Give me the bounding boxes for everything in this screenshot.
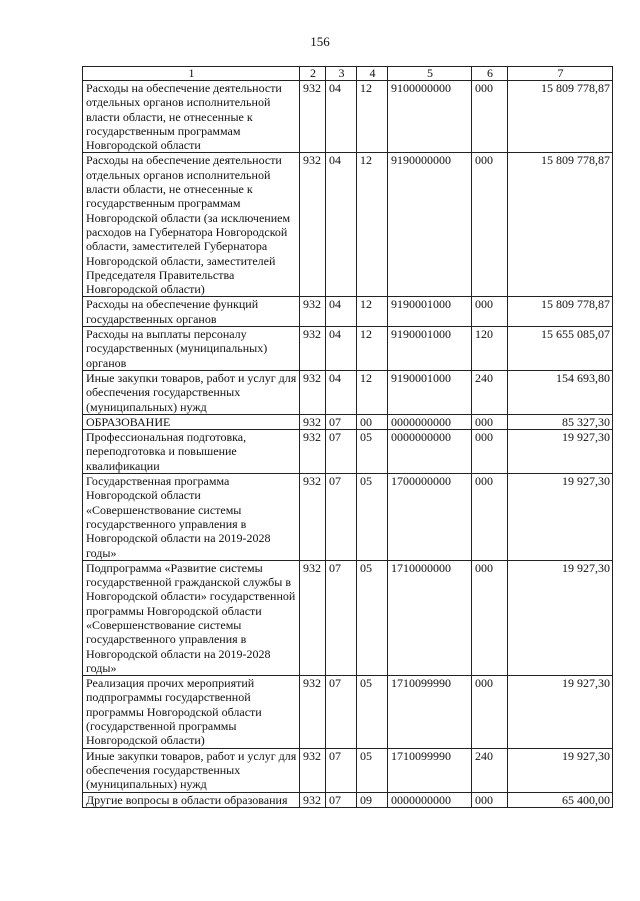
cell-expense-type: 000 xyxy=(472,792,508,807)
table-header-row xyxy=(83,67,613,81)
cell-amount: 85 327,30 xyxy=(508,414,613,429)
cell-name: Другие вопросы в области образования xyxy=(83,792,300,807)
cell-section: 04 xyxy=(326,153,357,297)
table-row xyxy=(83,81,613,153)
cell-department: 932 xyxy=(300,748,326,792)
cell-name: Расходы на обеспечение функций государственных органов xyxy=(83,297,300,327)
table-row xyxy=(83,327,613,371)
table-row xyxy=(83,370,613,414)
cell-amount: 15 655 085,07 xyxy=(508,327,613,371)
page-number: 156 xyxy=(310,34,330,49)
cell-expense-type: 000 xyxy=(472,676,508,748)
cell-name: Расходы на выплаты персоналу государственных (муниципальных) органов xyxy=(83,327,300,371)
cell-subsection: 05 xyxy=(357,430,388,474)
cell-department: 932 xyxy=(300,414,326,429)
table-row xyxy=(83,676,613,748)
table-row xyxy=(83,153,613,297)
cell-section: 07 xyxy=(326,474,357,561)
cell-amount: 19 927,30 xyxy=(508,430,613,474)
table-row xyxy=(83,474,613,561)
cell-subsection: 00 xyxy=(357,414,388,429)
cell-name: Государственная программа Новгородской области «Совершенствование системы государственного управления в Новгородской области на 2019-2028 годы» xyxy=(83,474,300,561)
cell-target-article: 9100000000 xyxy=(388,81,472,153)
cell-target-article: 1700000000 xyxy=(388,474,472,561)
cell-section: 07 xyxy=(326,414,357,429)
cell-name: Иные закупки товаров, работ и услуг для обеспечения государственных (муниципальных) нужд xyxy=(83,370,300,414)
cell-subsection: 12 xyxy=(357,327,388,371)
cell-name: ОБРАЗОВАНИЕ xyxy=(83,414,300,429)
cell-subsection: 05 xyxy=(357,676,388,748)
cell-target-article: 9190001000 xyxy=(388,297,472,327)
cell-amount: 19 927,30 xyxy=(508,474,613,561)
column-header: 1 xyxy=(83,67,300,81)
cell-expense-type: 000 xyxy=(472,560,508,675)
cell-expense-type: 000 xyxy=(472,81,508,153)
table-row xyxy=(83,792,613,807)
column-header: 7 xyxy=(508,67,613,81)
cell-amount: 15 809 778,87 xyxy=(508,81,613,153)
cell-expense-type: 000 xyxy=(472,297,508,327)
cell-department: 932 xyxy=(300,474,326,561)
table-row xyxy=(83,430,613,474)
cell-department: 932 xyxy=(300,81,326,153)
budget-table xyxy=(82,66,613,808)
table-row xyxy=(83,560,613,675)
cell-expense-type: 000 xyxy=(472,153,508,297)
table-row xyxy=(83,748,613,792)
cell-department: 932 xyxy=(300,430,326,474)
cell-department: 932 xyxy=(300,370,326,414)
cell-amount: 15 809 778,87 xyxy=(508,153,613,297)
column-header: 4 xyxy=(357,67,388,81)
table-body xyxy=(83,67,613,808)
cell-department: 932 xyxy=(300,676,326,748)
cell-expense-type: 000 xyxy=(472,414,508,429)
cell-subsection: 12 xyxy=(357,370,388,414)
cell-subsection: 05 xyxy=(357,474,388,561)
cell-department: 932 xyxy=(300,792,326,807)
cell-name: Реализация прочих мероприятий подпрограммы государственной программы Новгородской области (государственной программы Новгородской области) xyxy=(83,676,300,748)
cell-name: Профессиональная подготовка, переподготовка и повышение квалификации xyxy=(83,430,300,474)
cell-amount: 19 927,30 xyxy=(508,676,613,748)
cell-department: 932 xyxy=(300,327,326,371)
cell-section: 04 xyxy=(326,81,357,153)
cell-section: 07 xyxy=(326,676,357,748)
cell-section: 07 xyxy=(326,560,357,675)
cell-section: 04 xyxy=(326,327,357,371)
column-header: 3 xyxy=(326,67,357,81)
cell-target-article: 9190000000 xyxy=(388,153,472,297)
cell-target-article: 0000000000 xyxy=(388,414,472,429)
column-header: 6 xyxy=(472,67,508,81)
cell-expense-type: 120 xyxy=(472,327,508,371)
cell-name: Подпрограмма «Развитие системы государственной гражданской службы в Новгородской области» государственной программы Новгородской области «Совершенствование системы государственного управления в Новгородской области на 2019-2028 годы» xyxy=(83,560,300,675)
cell-target-article: 1710099990 xyxy=(388,676,472,748)
cell-target-article: 9190001000 xyxy=(388,370,472,414)
cell-amount: 154 693,80 xyxy=(508,370,613,414)
cell-section: 07 xyxy=(326,430,357,474)
cell-expense-type: 240 xyxy=(472,748,508,792)
cell-name: Иные закупки товаров, работ и услуг для обеспечения государственных (муниципальных) нужд xyxy=(83,748,300,792)
cell-target-article: 1710000000 xyxy=(388,560,472,675)
cell-subsection: 12 xyxy=(357,153,388,297)
cell-department: 932 xyxy=(300,153,326,297)
cell-section: 04 xyxy=(326,297,357,327)
cell-section: 07 xyxy=(326,792,357,807)
column-header: 2 xyxy=(300,67,326,81)
cell-expense-type: 000 xyxy=(472,430,508,474)
cell-target-article: 0000000000 xyxy=(388,430,472,474)
table-row xyxy=(83,297,613,327)
cell-amount: 15 809 778,87 xyxy=(508,297,613,327)
cell-subsection: 12 xyxy=(357,297,388,327)
table-row xyxy=(83,414,613,429)
cell-target-article: 1710099990 xyxy=(388,748,472,792)
cell-name: Расходы на обеспечение деятельности отдельных органов исполнительной власти области, не отнесенные к государственным программам Новгородской области xyxy=(83,81,300,153)
cell-amount: 65 400,00 xyxy=(508,792,613,807)
cell-target-article: 0000000000 xyxy=(388,792,472,807)
cell-amount: 19 927,30 xyxy=(508,560,613,675)
cell-subsection: 12 xyxy=(357,81,388,153)
column-header: 5 xyxy=(388,67,472,81)
cell-expense-type: 240 xyxy=(472,370,508,414)
cell-name: Расходы на обеспечение деятельности отдельных органов исполнительной власти области, не отнесенные к государственным программам Новгородской области (за исключением расходов на Губернатора Новгородской области, заместителей Губернатора Новгородской области, заместителей Председателя Правительства Новгородской области) xyxy=(83,153,300,297)
cell-amount: 19 927,30 xyxy=(508,748,613,792)
cell-section: 07 xyxy=(326,748,357,792)
cell-department: 932 xyxy=(300,297,326,327)
cell-subsection: 05 xyxy=(357,748,388,792)
cell-subsection: 09 xyxy=(357,792,388,807)
cell-target-article: 9190001000 xyxy=(388,327,472,371)
cell-department: 932 xyxy=(300,560,326,675)
cell-subsection: 05 xyxy=(357,560,388,675)
cell-expense-type: 000 xyxy=(472,474,508,561)
cell-section: 04 xyxy=(326,370,357,414)
